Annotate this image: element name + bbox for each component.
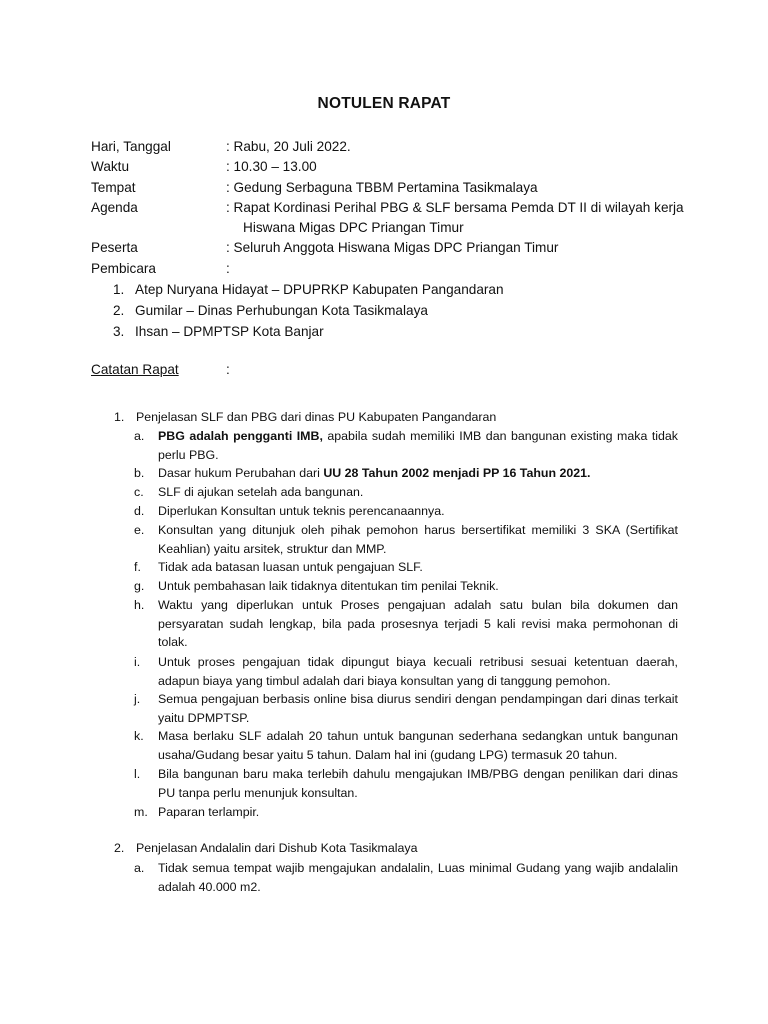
speaker-number: 2. <box>113 303 125 319</box>
item-letter: m. <box>134 805 148 819</box>
info-value: : 10.30 – 13.00 <box>226 159 317 175</box>
item-text: Untuk pembahasan laik tidaknya ditentukan tim penilai Teknik. <box>158 579 499 593</box>
info-row-place <box>91 178 691 198</box>
info-row-speakers <box>91 259 691 279</box>
speaker-text: Gumilar – Dinas Perhubungan Kota Tasikmalaya <box>135 303 428 319</box>
item-letter: c. <box>134 485 144 499</box>
info-row-date <box>91 137 691 157</box>
speaker-item <box>91 279 691 300</box>
speaker-number: 1. <box>113 282 125 298</box>
item-letter: l. <box>134 767 141 781</box>
info-value: : <box>226 260 230 276</box>
item-letter: e. <box>134 523 145 537</box>
item-bold-text: PBG adalah pengganti IMB, <box>158 429 323 443</box>
notes-heading <box>91 361 391 379</box>
speaker-number: 3. <box>113 324 125 340</box>
section-title: Penjelasan SLF dan PBG dari dinas PU Kabupaten Pangandaran <box>136 410 497 424</box>
info-label: Pembicara <box>91 260 156 276</box>
item-letter: a. <box>134 861 145 875</box>
item-text: Semua pengajuan berbasis online bisa diurus sendiri dengan pendampingan dari dinas terkait yaitu DPMPTSP. <box>158 692 678 725</box>
info-label: Waktu <box>91 159 130 175</box>
info-value: : Gedung Serbaguna TBBM Pertamina Tasikmalaya <box>226 179 538 195</box>
info-row-participants <box>91 238 691 258</box>
item-letter: h. <box>134 598 145 612</box>
notes-colon: : <box>226 362 230 377</box>
item-text: Tidak ada batasan luasan untuk pengajuan SLF. <box>158 560 423 574</box>
info-value-continued: Hiswana Migas DPC Priangan Timur <box>243 220 464 236</box>
item-text <box>158 427 678 464</box>
item-text: Masa berlaku SLF adalah 20 tahun untuk bangunan sederhana sedangkan untuk bangunan usaha/Gudang besar yaitu 5 tahun. Dalam hal ini (gudang LPG) termasuk 20 tahun. <box>158 729 678 762</box>
speaker-text: Atep Nuryana Hidayat – DPUPRKP Kabupaten Pangandaran <box>135 282 504 298</box>
item-letter: b. <box>134 466 145 480</box>
item-plain-text: apabila sudah memiliki IMB dan bangunan existing maka tidak perlu PBG. <box>158 429 679 462</box>
info-label: Hari, Tanggal <box>91 139 171 154</box>
item-text: Bila bangunan baru maka terlebih dahulu mengajukan IMB/PBG dengan penilikan dari dinas PU tanpa perlu menunjuk konsultan. <box>158 767 678 800</box>
speaker-item <box>91 321 691 342</box>
item-text: Waktu yang diperlukan untuk Proses pengajuan adalah satu bulan bila dokumen dan persyaratan sudah lengkap, bila pada prosesnya terjadi 5 kali revisi maka permohonan di tolak. <box>158 598 678 650</box>
item-text: Diperlukan Konsultan untuk teknis perencanaannya. <box>158 504 445 518</box>
speaker-text: Ihsan – DPMPTSP Kota Banjar <box>135 324 324 340</box>
info-row-agenda <box>91 198 691 239</box>
info-label: Peserta <box>91 240 138 256</box>
item-text: Konsultan yang ditunjuk oleh pihak pemohon harus bersertifikat memiliki 3 SKA (Sertifikat Keahlian) yaitu arsitek, struktur dan MMP. <box>158 523 678 556</box>
item-letter: k. <box>134 729 144 743</box>
info-value: : Rapat Kordinasi Perihal PBG & SLF bersama Pemda DT II di wilayah kerja <box>226 199 684 215</box>
speaker-item <box>91 300 691 321</box>
info-label: Tempat <box>91 179 136 195</box>
item-bold-text: UU 28 Tahun 2002 menjadi PP 16 Tahun 2021. <box>323 466 591 480</box>
info-value: : Seluruh Anggota Hiswana Migas DPC Priangan Timur <box>226 240 559 256</box>
item-letter: i. <box>134 655 141 669</box>
section-number: 2. <box>114 841 125 855</box>
info-row-time <box>91 157 691 177</box>
item-text <box>158 464 678 483</box>
item-text: Paparan terlampir. <box>158 805 260 819</box>
item-text: SLF di ajukan setelah ada bangunan. <box>158 485 364 499</box>
section-number: 1. <box>114 410 125 424</box>
meeting-info <box>91 137 691 342</box>
item-plain-text: Dasar hukum Perubahan dari <box>158 466 324 480</box>
item-text: Untuk proses pengajuan tidak dipungut biaya kecuali retribusi sesuai ketentuan daerah, adapun biaya yang timbul adalah dari biaya konsultan yang di tanggung pemohon. <box>158 655 678 688</box>
info-value: : Rabu, 20 Juli 2022. <box>226 139 351 154</box>
item-letter: a. <box>134 429 145 443</box>
item-letter: f. <box>134 560 141 574</box>
item-letter: g. <box>134 579 145 593</box>
document-title: NOTULEN RAPAT <box>317 95 451 112</box>
info-label: Agenda <box>91 199 138 215</box>
section-title: Penjelasan Andalalin dari Dishub Kota Tasikmalaya <box>136 841 418 855</box>
notes-label: Catatan Rapat <box>91 362 179 377</box>
item-text: Tidak semua tempat wajib mengajukan andalalin, Luas minimal Gudang yang wajib andalalin adalah 40.000 m2. <box>158 861 678 894</box>
item-letter: d. <box>134 504 145 518</box>
item-letter: j. <box>134 692 141 706</box>
